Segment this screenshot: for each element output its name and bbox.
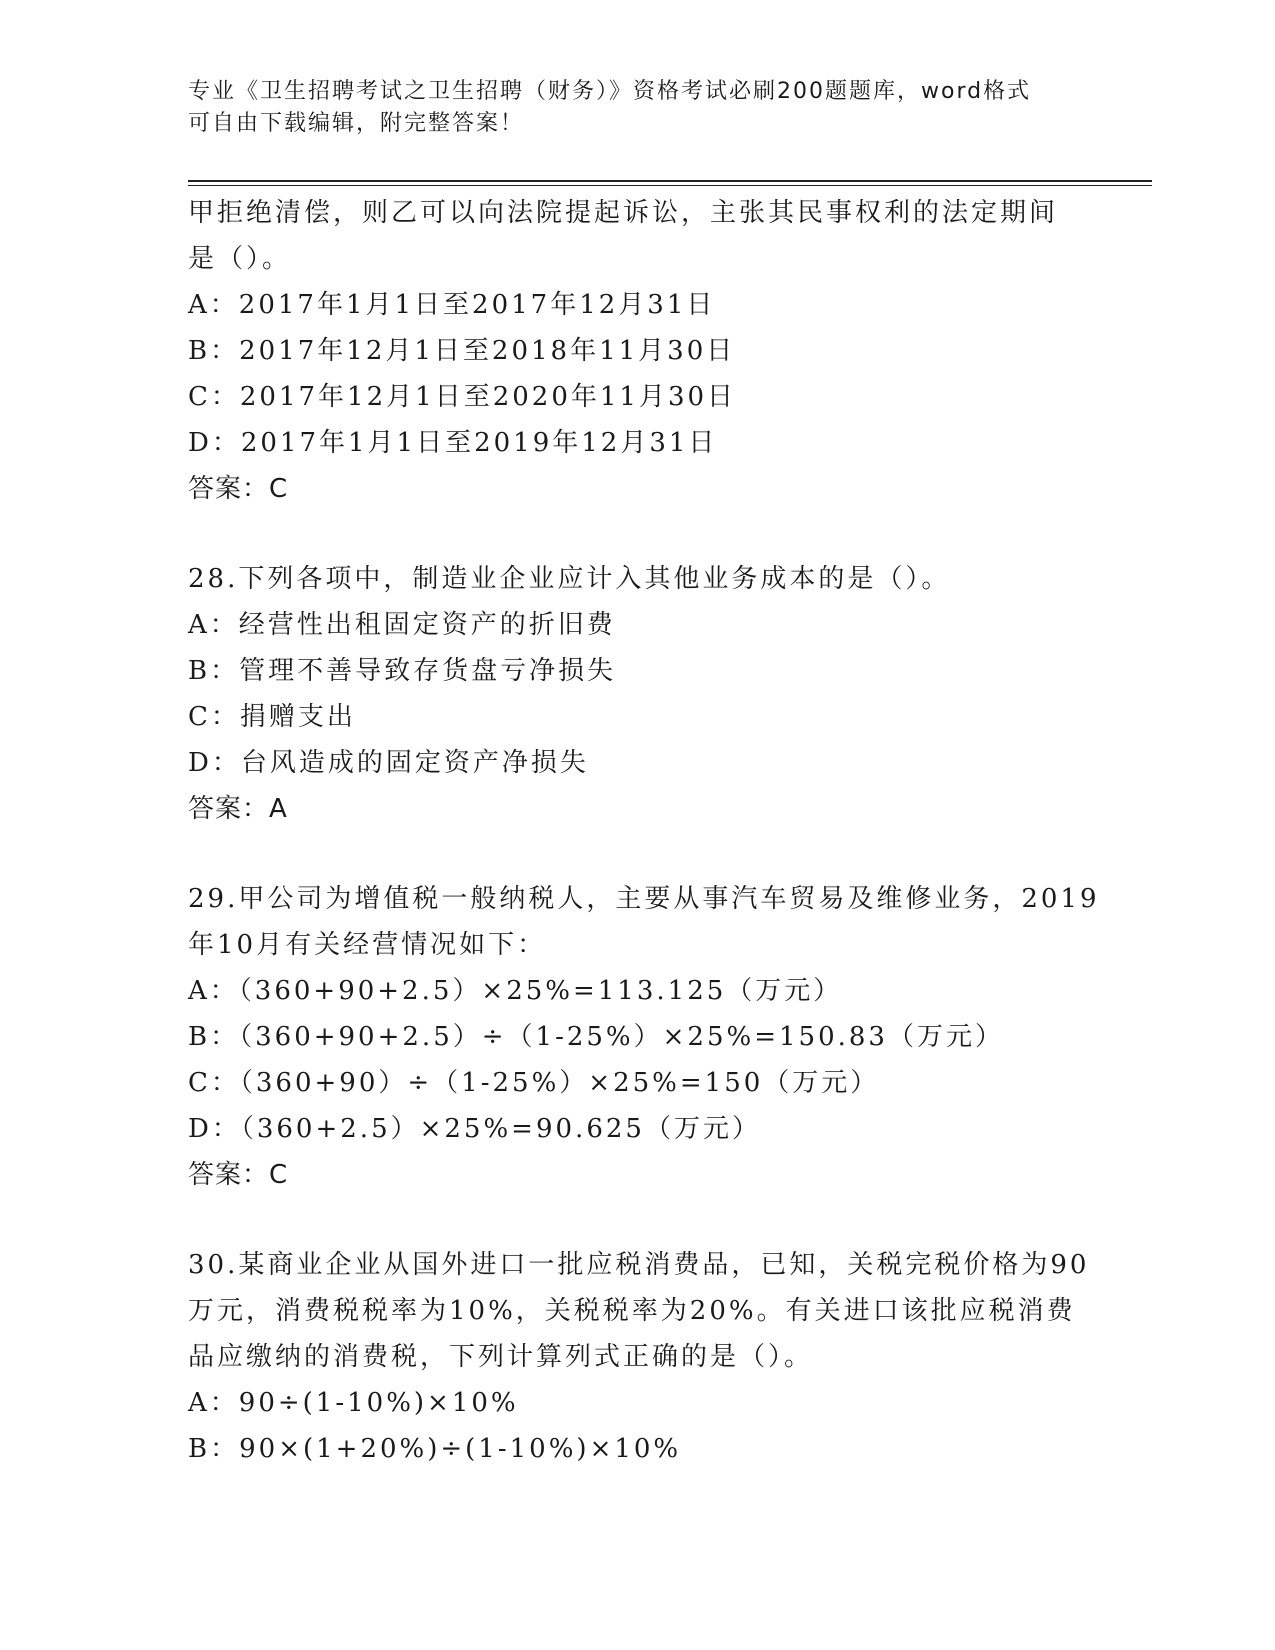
option-d: D：台风造成的固定资产净损失	[188, 748, 589, 778]
answer: 答案：A	[188, 794, 288, 824]
option-c: C：（360+90）÷（1-25%）×25%=150（万元）	[188, 1068, 880, 1098]
question-28	[188, 556, 1088, 832]
option-a: A：2017年1月1日至2017年12月31日	[188, 290, 716, 320]
question-stem: 29.甲公司为增值税一般纳税人，主要从事汽车贸易及维修业务，2019	[188, 884, 1100, 914]
option-c: C：2017年12月1日至2020年11月30日	[188, 382, 737, 412]
question-27	[188, 190, 1088, 512]
question-stem: 甲拒绝清偿，则乙可以向法院提起诉讼，主张其民事权利的法定期间	[188, 198, 1059, 228]
header-divider-thin	[188, 185, 1152, 186]
document-header	[188, 76, 1088, 140]
question-list	[188, 190, 1100, 1472]
option-a: A：经营性出租固定资产的折旧费	[188, 610, 616, 640]
question-stem: 品应缴纳的消费税，下列计算列式正确的是（）。	[188, 1342, 814, 1372]
answer: 答案：C	[188, 1160, 289, 1190]
header-line-2: 可自由下载编辑，附完整答案！	[188, 111, 525, 136]
option-d: D：（360+2.5）×25%=90.625（万元）	[188, 1114, 761, 1144]
option-b: B：90×(1+20%)÷(1-10%)×10%	[188, 1434, 682, 1464]
question-stem: 万元，消费税税率为10%，关税税率为20%。有关进口该批应税消费	[188, 1296, 1076, 1326]
question-stem: 30.某商业企业从国外进口一批应税消费品，已知，关税完税价格为90	[188, 1250, 1090, 1280]
option-d: D：2017年1月1日至2019年12月31日	[188, 428, 718, 458]
option-b: B：2017年12月1日至2018年11月30日	[188, 336, 736, 366]
question-stem: 是（）。	[188, 244, 292, 274]
question-30	[188, 1242, 1088, 1472]
option-b: B：管理不善导致存货盘亏净损失	[188, 656, 617, 686]
option-c: C：捐赠支出	[188, 702, 356, 732]
question-stem: 年10月有关经营情况如下：	[188, 930, 547, 960]
option-b: B：（360+90+2.5）÷（1-25%）×25%=150.83（万元）	[188, 1022, 1004, 1052]
header-line-1: 专业《卫生招聘考试之卫生招聘（财务）》资格考试必刷200题题库，word格式	[188, 79, 1032, 104]
option-a: A：90÷(1-10%)×10%	[188, 1388, 519, 1418]
option-a: A：（360+90+2.5）×25%=113.125（万元）	[188, 976, 843, 1006]
answer: 答案：C	[188, 474, 289, 504]
header-divider-thick	[188, 180, 1152, 182]
question-stem: 28.下列各项中，制造业企业应计入其他业务成本的是（）。	[188, 564, 951, 594]
question-29	[188, 876, 1100, 1198]
